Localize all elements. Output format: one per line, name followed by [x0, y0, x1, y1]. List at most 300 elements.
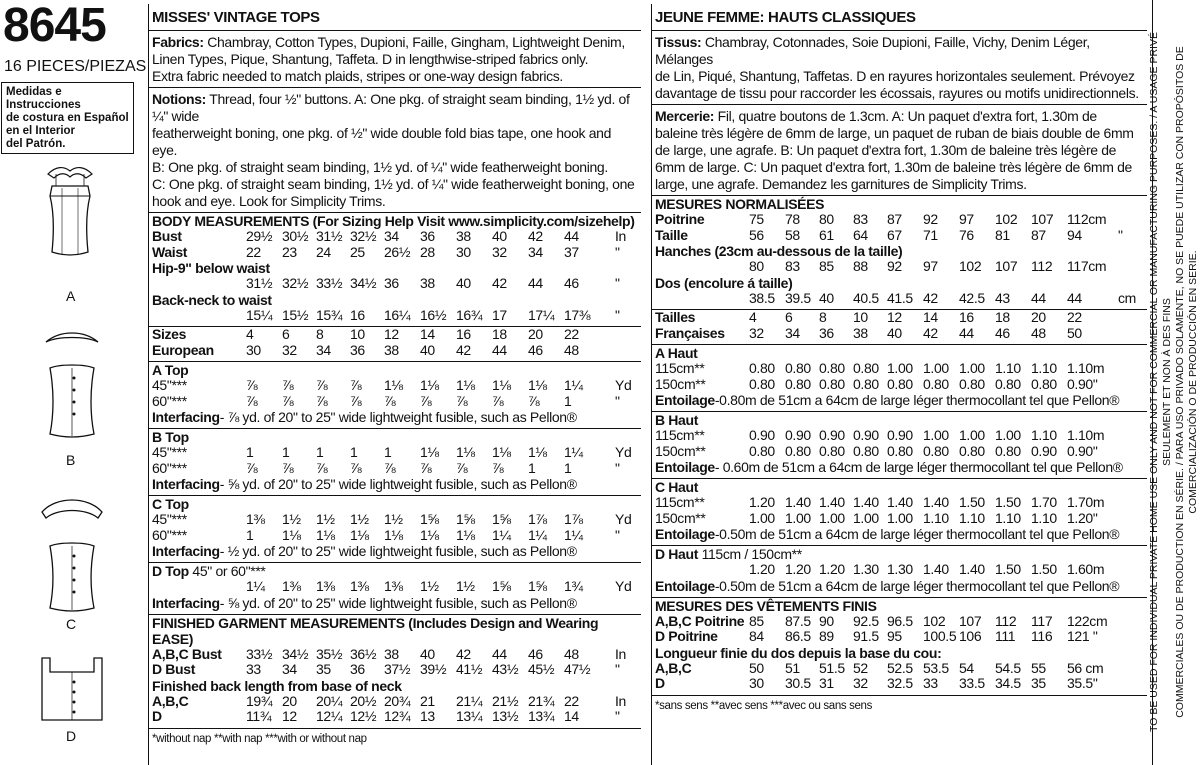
- size-value: 1.50: [995, 494, 1021, 510]
- size-value: 1⅝: [492, 578, 511, 594]
- size-value: 15½: [282, 306, 309, 323]
- back-length-title: Finished back length from base of neck: [152, 677, 402, 694]
- row-label: 150cm**: [655, 442, 706, 459]
- size-value: 39½: [420, 661, 447, 677]
- size-value: 122cm: [1067, 612, 1108, 629]
- size-value: 92.5: [853, 612, 879, 629]
- size-value: 1.50: [995, 561, 1021, 577]
- size-value: 1⅛: [528, 444, 547, 460]
- legal-side-strip: [1148, 0, 1199, 765]
- size-value: 1: [246, 526, 254, 543]
- size-value: 1¼: [564, 444, 583, 460]
- size-value: ⅞: [316, 392, 328, 409]
- size-value: 107: [959, 612, 982, 629]
- size-value: 85: [819, 258, 834, 274]
- spanish-note-line: en el Interior: [6, 125, 76, 137]
- size-value: 43: [995, 289, 1010, 306]
- size-value: 41½: [456, 661, 483, 677]
- size-value: 8: [819, 309, 827, 325]
- mercerie-line: 6mm de large. C: Un paquet d'extra fort, 1.30m de baleine très légère de 6mm de: [655, 159, 1132, 175]
- size-value: 12½: [350, 708, 377, 724]
- view-label-b: B: [66, 452, 76, 468]
- hip-row: [149, 276, 641, 292]
- row-label: A,B,C Bust: [152, 645, 222, 662]
- size-value: ⅞: [384, 459, 396, 476]
- size-value: 52: [853, 659, 868, 676]
- back-neck-row: [149, 308, 641, 324]
- mercerie-label: Mercerie:: [655, 108, 715, 124]
- row-label: 45"***: [152, 377, 187, 393]
- size-value: 1⅛: [456, 377, 475, 393]
- size-value: 6: [785, 309, 793, 325]
- notions-label: Notions:: [152, 91, 206, 107]
- size-value: 1.50: [959, 494, 985, 510]
- size-value: 1¼: [564, 526, 583, 543]
- size-value: ⅞: [456, 392, 468, 409]
- size-value: 47½: [564, 661, 591, 677]
- size-value: 38: [420, 275, 435, 291]
- c-top-60-row: [149, 528, 641, 544]
- notions-block: [149, 88, 641, 212]
- size-value: 10: [853, 309, 868, 325]
- size-value: 116: [1031, 628, 1053, 644]
- size-value: 58: [785, 226, 800, 243]
- size-value: ⅞: [350, 459, 362, 476]
- fabrics-block: [149, 31, 641, 87]
- unit-label: ": [615, 306, 620, 323]
- notions-line: hook and eye. Look for Simplicity Trims.: [152, 193, 386, 209]
- size-value: 36: [819, 324, 834, 341]
- size-value: 34: [384, 228, 399, 244]
- size-value: ⅞: [456, 459, 468, 476]
- entoilage-label: Entoilage: [655, 392, 715, 408]
- unit-label: ": [615, 708, 620, 724]
- c-interfacing: - ½ yd. of 20" to 25" wide lightweight fusible, such as Pellon®: [219, 543, 577, 559]
- size-value: 97: [923, 258, 938, 274]
- footnote-fr: *sans sens **avec sens ***avec ou sans sens: [655, 699, 872, 712]
- size-value: 18: [492, 326, 507, 342]
- size-value: 89: [819, 628, 834, 644]
- unit-label: ": [615, 275, 620, 291]
- size-value: 16: [456, 326, 471, 342]
- size-value: 42: [492, 275, 507, 291]
- row-label: 45"***: [152, 511, 187, 527]
- size-value: 0.80: [887, 442, 913, 459]
- size-value: ⅞: [316, 459, 328, 476]
- size-value: 1: [350, 444, 358, 460]
- francaises-row: [652, 326, 1147, 342]
- size-value: 40: [420, 645, 435, 662]
- size-value: ⅞: [420, 459, 432, 476]
- mercerie-block: [652, 105, 1147, 195]
- b-entoilage: - 0.60m de 51cm a 64cm de large léger thermocollant tel que Pellon®: [714, 459, 1123, 475]
- size-value: 34½: [282, 645, 309, 662]
- size-value: 0.80: [853, 360, 879, 376]
- size-value: 46: [995, 324, 1010, 341]
- size-value: 1.10: [923, 509, 949, 526]
- size-value: 1½: [316, 511, 335, 527]
- view-d-drawing: [28, 654, 116, 726]
- size-value: 1⅛: [350, 526, 369, 543]
- size-value: 36: [350, 661, 365, 677]
- size-value: 1⅛: [384, 377, 403, 393]
- size-value: 0.80: [749, 442, 775, 459]
- size-value: 6: [282, 326, 290, 342]
- a-top-60-row: [149, 394, 641, 410]
- size-value: 21: [420, 692, 435, 709]
- c-haut-heading: C Haut: [655, 479, 699, 495]
- view-b-drawing: [30, 324, 114, 449]
- piece-count: 16 PIECES/PIEZAS: [4, 58, 147, 75]
- row-label: Sizes: [152, 326, 187, 342]
- size-value: 1⅛: [456, 526, 475, 543]
- mercerie-line: large, une agrafe. Demandez les garnitures de Simplicity Trims.: [655, 176, 1027, 192]
- size-value: 20: [1031, 309, 1046, 325]
- size-value: 1.00: [923, 427, 949, 443]
- size-value: 0.80: [749, 360, 775, 376]
- size-value: 15¾: [316, 306, 343, 323]
- size-value: 34: [528, 243, 543, 260]
- size-value: 16: [959, 309, 974, 325]
- size-value: 13: [420, 708, 435, 724]
- size-value: 50: [1067, 324, 1082, 341]
- row-label: Bust: [152, 228, 182, 244]
- size-value: 30: [456, 243, 471, 260]
- size-value: 1: [282, 444, 290, 460]
- row-label: 115cm**: [655, 427, 705, 443]
- size-value: 1.40: [959, 561, 985, 577]
- size-value: 46: [564, 275, 579, 291]
- french-title: JEUNE FEMME: HAUTS CLASSIQUES: [652, 4, 1147, 31]
- row-label: D Poitrine: [655, 628, 718, 644]
- size-value: 1¼: [492, 526, 511, 543]
- d-interfacing: - ⅝ yd. of 20" to 25" wide lightweight fusible, such as Pellon®: [219, 594, 577, 611]
- size-value: 0.80: [853, 442, 879, 459]
- size-value: 1.20: [749, 494, 775, 510]
- size-value: 18: [995, 309, 1010, 325]
- size-value: 0.80: [819, 442, 845, 459]
- size-value: 32½: [282, 275, 309, 291]
- size-value: 34½: [350, 275, 377, 291]
- row-label: D: [152, 708, 162, 724]
- size-value: 51.5: [819, 659, 845, 676]
- row-label: 60"***: [152, 459, 187, 476]
- unit-label: Yd: [615, 377, 632, 393]
- size-value: 44: [564, 228, 579, 244]
- size-value: 1¼: [564, 377, 583, 393]
- interfacing-label: Interfacing: [152, 543, 220, 559]
- size-value: 1.20": [1067, 509, 1098, 526]
- size-value: 44: [1031, 289, 1046, 306]
- size-value: 32: [282, 341, 297, 358]
- row-label: 115cm**: [655, 360, 705, 376]
- size-value: 30.5: [785, 675, 811, 691]
- unit-label: ": [615, 243, 620, 260]
- size-value: 1.60m: [1067, 561, 1105, 577]
- unit-label: Yd: [615, 578, 632, 594]
- c-haut-115-row: [652, 495, 1147, 511]
- size-value: 92: [887, 258, 902, 274]
- size-value: 1⅝: [420, 511, 439, 527]
- size-value: 42.5: [959, 289, 985, 306]
- size-value: 4: [246, 326, 254, 342]
- size-value: ⅞: [492, 392, 504, 409]
- size-value: 1⅝: [528, 578, 547, 594]
- size-value: 1.20: [785, 561, 811, 577]
- size-value: 16¼: [384, 306, 411, 323]
- size-value: ⅞: [350, 377, 362, 393]
- abc-bust-row: [149, 647, 641, 663]
- size-value: 44: [528, 275, 543, 291]
- b-haut-150-row: [652, 444, 1147, 460]
- size-value: ⅞: [384, 392, 396, 409]
- a-haut-heading: A Haut: [655, 345, 698, 361]
- spanish-note-line: Medidas e Instrucciones: [6, 86, 81, 111]
- size-value: 16¾: [456, 306, 483, 323]
- size-value: 71: [923, 226, 938, 243]
- size-value: 42: [923, 289, 938, 306]
- size-value: 1⅛: [384, 526, 403, 543]
- size-value: 1⅛: [492, 444, 511, 460]
- size-value: 97: [959, 211, 974, 227]
- size-value: 39.5: [785, 289, 811, 306]
- size-value: 30½: [282, 228, 309, 244]
- size-value: 10: [350, 326, 365, 342]
- size-value: 20½: [350, 692, 377, 709]
- size-value: 1.20: [819, 561, 845, 577]
- size-value: 0.80: [923, 442, 949, 459]
- fabrics-label: Fabrics:: [152, 34, 204, 50]
- abc-poitrine-row: [652, 614, 1147, 630]
- size-value: 1⅜: [384, 578, 403, 594]
- row-label: Waist: [152, 243, 188, 260]
- legal-notice-line: TO BE USED FOR INDIVIDUAL PRIVATE HOME USE ONLY AND NOT FOR COMMERCIAL OR MANUFACTURING PURPOSES. / A USAGE PRIVÉ SEULEMENT ET NON À DES FINS: [1148, 32, 1173, 732]
- size-value: 96.5: [887, 612, 913, 629]
- size-value: 1.00: [995, 427, 1021, 443]
- size-value: 35: [316, 661, 331, 677]
- abc-length-row: [149, 694, 641, 710]
- size-value: 55: [1031, 659, 1046, 676]
- b-top-45-row: [149, 445, 641, 461]
- d-top-fabric-width: 45" or 60"***: [192, 563, 266, 579]
- size-value: 53.5: [923, 659, 949, 676]
- size-value: 1½: [420, 578, 439, 594]
- size-value: 87: [887, 211, 902, 227]
- view-c-drawing: [28, 492, 116, 617]
- back-neck-label: Back-neck to waist: [152, 291, 272, 308]
- size-value: 1.30: [887, 561, 913, 577]
- size-value: 1.10: [995, 509, 1021, 526]
- size-value: 19¾: [246, 692, 273, 709]
- size-value: 44: [959, 324, 974, 341]
- size-value: 1⅛: [456, 444, 475, 460]
- size-value: 94: [1067, 226, 1082, 243]
- d-top-heading: D Top: [152, 563, 189, 579]
- size-value: 31½: [246, 275, 273, 291]
- size-value: 1⅝: [492, 511, 511, 527]
- row-label: 150cm**: [655, 375, 706, 392]
- size-value: 86.5: [785, 628, 811, 644]
- size-value: 34: [316, 341, 331, 358]
- size-value: ⅞: [246, 377, 258, 393]
- row-label: A,B,C: [152, 692, 189, 709]
- mercerie-line: Fil, quatre boutons de 1.3cm. A: Un paquet d'extra fort, 1.30m de: [717, 108, 1097, 124]
- size-value: 1⅛: [528, 377, 547, 393]
- pattern-envelope-left-strip: [0, 0, 148, 765]
- size-value: 43½: [492, 661, 519, 677]
- a-haut-115-row: [652, 361, 1147, 377]
- unit-label: In: [615, 692, 626, 709]
- size-value: 32.5: [887, 675, 913, 691]
- size-value: 0.80: [1031, 375, 1057, 392]
- size-value: 4: [749, 309, 757, 325]
- size-value: 50: [749, 659, 764, 676]
- size-value: 0.80: [995, 375, 1021, 392]
- size-value: 21¾: [528, 692, 555, 709]
- row-label: 45"***: [152, 444, 187, 460]
- size-value: 92: [923, 211, 938, 227]
- size-value: 0.90: [785, 427, 811, 443]
- unit-label: cm: [1118, 289, 1136, 306]
- size-value: 29½: [246, 228, 273, 244]
- size-value: 1⅛: [420, 526, 439, 543]
- size-value: 54: [959, 659, 974, 676]
- notions-line: C: One pkg. of straight seam binding, 1½ yd. of ¼" wide featherweight boning, one: [152, 176, 635, 192]
- english-column: [148, 4, 641, 765]
- size-value: 32: [853, 675, 868, 691]
- size-value: 12: [887, 309, 902, 325]
- size-value: 1.00: [853, 509, 879, 526]
- size-value: 0.90: [853, 427, 879, 443]
- size-value: 1.10: [959, 509, 985, 526]
- size-value: 0.80: [923, 375, 949, 392]
- size-value: 52.5: [887, 659, 913, 676]
- row-label: D Bust: [152, 661, 196, 677]
- size-value: 23: [282, 243, 297, 260]
- size-value: 12¾: [384, 708, 411, 724]
- size-value: 80: [749, 258, 764, 274]
- size-value: 42: [923, 324, 938, 341]
- size-value: 1.00: [785, 509, 811, 526]
- d-haut-heading: D Haut: [655, 546, 699, 562]
- unit-label: ": [615, 392, 620, 409]
- size-value: 61: [819, 226, 834, 243]
- size-value: ⅞: [282, 459, 294, 476]
- size-value: 30: [749, 675, 764, 691]
- size-value: 1½: [350, 511, 369, 527]
- row-label: Françaises: [655, 324, 725, 341]
- size-value: 51: [785, 659, 800, 676]
- hip-label: Hip-9" below waist: [152, 260, 270, 276]
- row-label: 115cm**: [655, 494, 705, 510]
- entoilage-label: Entoilage: [655, 577, 715, 594]
- size-value: 0.80: [853, 375, 879, 392]
- a-top-45-row: [149, 378, 641, 394]
- size-value: 0.90: [819, 427, 845, 443]
- dos-label: Dos (encolure á taille): [655, 274, 793, 291]
- size-value: 1⅜: [316, 578, 335, 594]
- row-label: 150cm**: [655, 509, 706, 526]
- size-value: 54.5: [995, 659, 1021, 676]
- size-value: 44: [1067, 289, 1082, 306]
- d-poitrine-row: [652, 629, 1147, 645]
- size-value: 81: [995, 226, 1010, 243]
- size-value: 1.00: [887, 360, 913, 376]
- c-entoilage: -0.50m de 51cm a 64cm de large léger thermocollant tel que Pellon®: [714, 526, 1120, 542]
- spanish-instructions-note: [1, 82, 134, 154]
- d-haut-metrage-row: [652, 562, 1147, 578]
- d-haut-fabric-width: 115cm / 150cm**: [701, 546, 802, 562]
- size-value: 88: [853, 258, 868, 274]
- spanish-note-line: de costura en Español: [6, 112, 129, 124]
- size-value: 1: [316, 444, 324, 460]
- size-value: 0.80: [995, 442, 1021, 459]
- size-value: 64: [853, 226, 868, 243]
- size-value: 1⅜: [350, 578, 369, 594]
- size-value: 1.10: [995, 360, 1021, 376]
- size-value: 111: [995, 628, 1016, 644]
- size-value: 1.20: [749, 561, 775, 577]
- size-value: 78: [785, 211, 800, 227]
- size-value: 1¾: [564, 578, 583, 594]
- size-value: 75: [749, 211, 764, 227]
- size-value: 1.10: [1031, 360, 1057, 376]
- view-label-d: D: [66, 728, 77, 744]
- size-value: 33½: [246, 645, 273, 662]
- size-value: 40: [420, 341, 435, 358]
- size-value: 36: [384, 275, 399, 291]
- size-value: ⅞: [282, 377, 294, 393]
- size-value: 25: [350, 243, 365, 260]
- size-value: 32: [492, 243, 507, 260]
- size-value: 28: [420, 243, 435, 260]
- size-value: 1⅝: [456, 511, 475, 527]
- size-value: 106: [959, 628, 982, 644]
- size-value: 95: [887, 628, 902, 644]
- fabrics-line: Extra fabric needed to match plaids, stripes or one-way design fabrics.: [152, 68, 563, 84]
- legal-notice: [1148, 2, 1200, 762]
- size-value: 1⅛: [316, 526, 335, 543]
- size-value: 76: [959, 226, 974, 243]
- size-value: 1.30: [853, 561, 879, 577]
- size-value: 0.90": [1067, 375, 1098, 392]
- size-value: 33½: [316, 275, 343, 291]
- unit-label: ": [615, 526, 620, 543]
- size-value: 121 ": [1067, 628, 1098, 644]
- size-value: 1.40: [923, 494, 949, 510]
- size-value: 1: [564, 459, 572, 476]
- size-value: 34: [282, 661, 297, 677]
- size-value: 21¼: [456, 692, 483, 709]
- size-value: 22: [564, 692, 579, 709]
- a-interfacing: - ⅞ yd. of 20" to 25" wide lightweight fusible, such as Pellon®: [219, 409, 577, 425]
- size-value: 35: [1031, 675, 1046, 691]
- size-value: 1½: [384, 511, 403, 527]
- size-value: 38: [853, 324, 868, 341]
- size-value: ⅞: [246, 392, 258, 409]
- view-a-drawing: [28, 162, 112, 282]
- size-value: 1⅛: [492, 377, 511, 393]
- size-value: 0.90: [749, 427, 775, 443]
- size-value: 32: [749, 324, 764, 341]
- size-value: 1.10m: [1067, 427, 1105, 443]
- a-top-heading: A Top: [152, 362, 189, 378]
- entoilage-label: Entoilage: [655, 459, 715, 475]
- taille-row: [652, 228, 1147, 244]
- size-value: 0.80: [887, 375, 913, 392]
- fabrics-line: Chambray, Cotton Types, Dupioni, Faille, Gingham, Lightweight Denim,: [207, 34, 625, 50]
- size-value: 33.5: [959, 675, 985, 691]
